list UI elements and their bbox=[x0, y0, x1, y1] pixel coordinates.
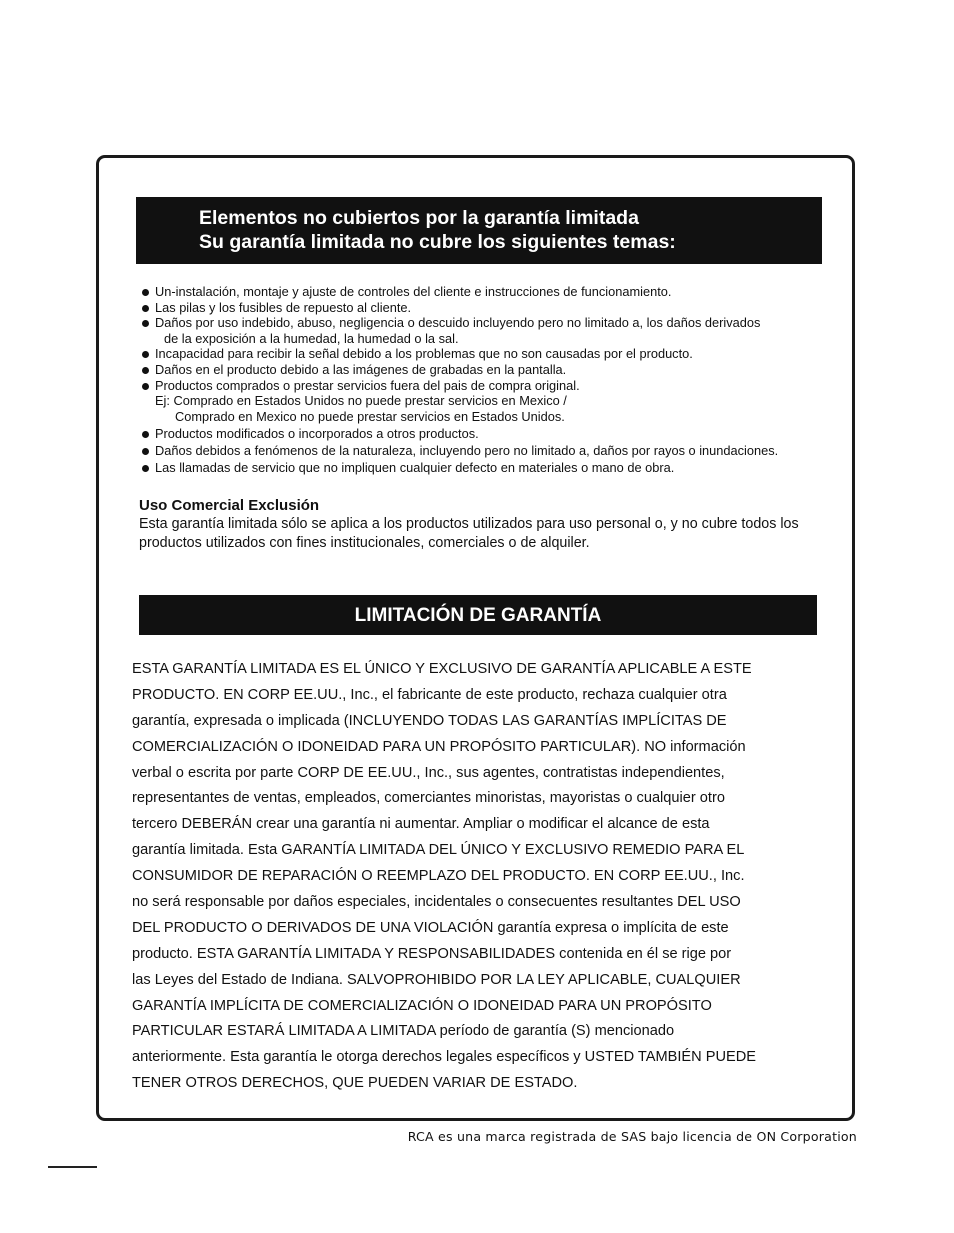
list-item-text: Un-instalación, montaje y ajuste de controles del cliente e instrucciones de funcionamiento. bbox=[155, 284, 672, 299]
limitation-line: PRODUCTO. EN CORP EE.UU., Inc., el fabricante de este producto, rechaza cualquier otra bbox=[132, 686, 727, 703]
commercial-use-title: Uso Comercial Exclusión bbox=[139, 497, 320, 514]
list-item-text: Productos comprados o prestar servicios fuera del pais de compra original. bbox=[155, 377, 580, 393]
list-item-text: Daños en el producto debido a las imágenes de grabadas en la pantalla. bbox=[155, 361, 567, 377]
limitation-line: tercero DEBERÁN crear una garantía ni aumentar. Ampliar o modificar el alcance de esta bbox=[132, 816, 710, 833]
limitation-line: anteriormente. Esta garantía le otorga derechos legales específicos y USTED TAMBIÉN PUEDE bbox=[132, 1049, 757, 1066]
bullet-icon bbox=[142, 320, 149, 327]
bullet-icon bbox=[142, 431, 149, 438]
limitation-line: las Leyes del Estado de Indiana. SALVOPROHIBIDO POR LA LEY APLICABLE, CUALQUIER bbox=[132, 971, 741, 988]
list-item-text: Daños por uso indebido, abuso, negligencia o descuido incluyendo pero no limitado a, los daños derivados bbox=[155, 315, 761, 331]
limitation-line: CONSUMIDOR DE REPARACIÓN O REEMPLAZO DEL PRODUCTO. EN CORP EE.UU., Inc. bbox=[132, 868, 745, 885]
limitation-line: COMERCIALIZACIÓN O IDONEIDAD PARA UN PROPÓSITO PARTICULAR). NO información bbox=[132, 738, 746, 755]
limitation-line: no será responsable por daños especiales, incidentales o consecuentes resultantes DEL USO bbox=[132, 894, 741, 911]
list-item bbox=[140, 460, 852, 476]
limitation-line: TENER OTROS DERECHOS, QUE PUEDEN VARIAR DE ESTADO. bbox=[132, 1075, 578, 1092]
list-item-text: Productos modificados o incorporados a otros productos. bbox=[155, 425, 479, 441]
limitation-body bbox=[132, 657, 844, 1097]
commercial-use-body: Esta garantía limitada sólo se aplica a los productos utilizados para uso personal o, y no cubre todos los productos utilizados con fines institucionales, comerciales o de alquiler. bbox=[139, 516, 799, 551]
list-item bbox=[140, 426, 852, 442]
list-item-text: Incapacidad para recibir la señal debido a los problemas que no son causadas por el producto. bbox=[155, 346, 693, 362]
list-item bbox=[140, 300, 852, 316]
list-item bbox=[140, 315, 852, 346]
limitation-line: DEL PRODUCTO O DERIVADOS DE UNA VIOLACIÓN garantía expresa o implícita de este bbox=[132, 919, 729, 936]
limitation-line: representantes de ventas, empleados, comerciantes minoristas, mayoristas o cualquier otro bbox=[132, 790, 725, 807]
bullet-icon bbox=[142, 465, 149, 472]
bullet-icon bbox=[142, 289, 149, 296]
bullet-icon bbox=[142, 367, 149, 374]
list-item bbox=[140, 346, 852, 362]
limitation-line: garantía limitada. Esta GARANTÍA LIMITADA DEL ÚNICO Y EXCLUSIVO REMEDIO PARA EL bbox=[132, 842, 745, 859]
limitation-line: garantía, expresada o implicada (INCLUYENDO TODAS LAS GARANTÍAS IMPLÍCITAS DE bbox=[132, 712, 727, 729]
limitation-line: GARANTÍA IMPLÍCITA DE COMERCIALIZACIÓN O IDONEIDAD PARA UN PROPÓSITO bbox=[132, 997, 712, 1014]
list-item bbox=[140, 443, 852, 459]
example-line: Ej: Comprado en Estados Unidos no puede prestar servicios en Mexico / bbox=[155, 393, 567, 409]
trademark-note: RCA es una marca registrada de SAS bajo licencia de ON Corporation bbox=[407, 1129, 857, 1144]
limitation-heading: LIMITACIÓN DE GARANTÍA bbox=[139, 595, 817, 635]
example-line: Comprado en Mexico no puede prestar servicios en Estados Unidos. bbox=[175, 408, 565, 424]
not-covered-list bbox=[140, 284, 852, 476]
list-item bbox=[140, 378, 852, 394]
bullet-icon bbox=[142, 351, 149, 358]
page-divider bbox=[48, 1166, 97, 1168]
list-item-text: Las llamadas de servicio que no impliquen cualquier defecto en materiales o mano de obra. bbox=[155, 460, 675, 476]
limitation-line: PARTICULAR ESTARÁ LIMITADA A LIMITADA período de garantía (S) mencionado bbox=[132, 1023, 675, 1040]
list-item bbox=[140, 362, 852, 378]
list-item-continuation: de la exposición a la humedad, la humedad o la sal. bbox=[164, 330, 459, 346]
list-item bbox=[140, 284, 852, 300]
bullet-icon bbox=[142, 383, 149, 390]
limitation-line: producto. ESTA GARANTÍA LIMITADA Y RESPONSABILIDADES contenida en él se rige por bbox=[132, 945, 732, 962]
not-covered-heading bbox=[136, 197, 822, 264]
list-item-text: Daños debidos a fenómenos de la naturaleza, incluyendo pero no limitado a, daños por rayos o inundaciones. bbox=[155, 442, 779, 458]
limitation-line: verbal o escrita por parte CORP DE EE.UU., Inc., sus agentes, contratistas independientes, bbox=[132, 764, 725, 781]
limitation-line: ESTA GARANTÍA LIMITADA ES EL ÚNICO Y EXCLUSIVO DE GARANTÍA APLICABLE A ESTE bbox=[132, 661, 752, 677]
list-item-text: Las pilas y los fusibles de repuesto al cliente. bbox=[155, 299, 412, 315]
bullet-icon bbox=[142, 305, 149, 312]
not-covered-heading-line1: Elementos no cubiertos por la garantía limitada bbox=[199, 207, 639, 229]
bullet-icon bbox=[142, 448, 149, 455]
not-covered-heading-line2: Su garantía limitada no cubre los siguientes temas: bbox=[199, 231, 676, 253]
list-item-example bbox=[140, 393, 852, 424]
